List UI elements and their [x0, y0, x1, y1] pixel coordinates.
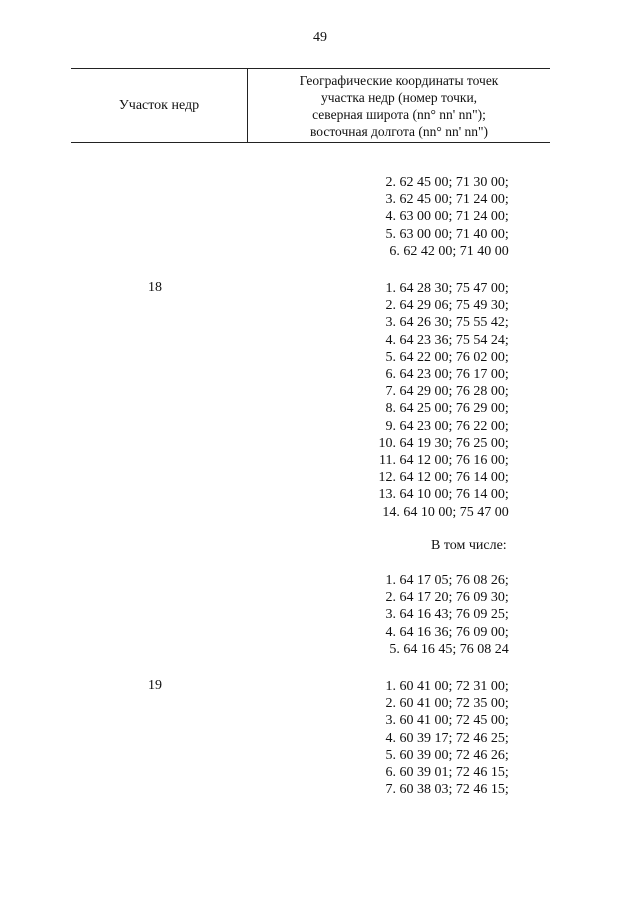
point-number: 5.	[385, 226, 396, 242]
point-coordinates: 64 17 05; 76 08 26;	[399, 573, 509, 588]
point-number: 7.	[385, 384, 396, 400]
coordinate-point	[374, 349, 509, 366]
coordinate-point	[374, 606, 509, 623]
coordinate-point	[374, 469, 509, 486]
point-coordinates: 64 16 45; 76 08 24	[403, 641, 509, 657]
coordinate-point	[374, 208, 509, 225]
coordinate-point	[374, 383, 509, 400]
point-number: 7.	[385, 782, 396, 798]
point-number: 14.	[382, 504, 400, 520]
header-coord-line-3: северная широта (nn° nn' nn");	[312, 106, 486, 122]
point-coordinates: 60 41 00; 72 35 00;	[399, 696, 509, 712]
point-coordinates: 64 28 30; 75 47 00;	[399, 281, 509, 296]
coordinate-point	[374, 589, 509, 606]
coordinate-point	[374, 314, 509, 331]
header-coord-line-2: участка недр (номер точки,	[320, 89, 478, 105]
coordinate-point	[374, 297, 509, 314]
coordinate-point	[374, 435, 509, 452]
section-id-18: 18	[148, 280, 162, 295]
coordinate-point	[374, 174, 509, 191]
point-number: 3.	[385, 192, 396, 208]
point-coordinates: 63 00 00; 71 40 00;	[399, 226, 509, 242]
coordinate-point	[374, 243, 509, 260]
point-coordinates: 60 41 00; 72 45 00;	[399, 713, 509, 729]
section-id-19: 19	[148, 678, 162, 693]
coordinate-point	[374, 624, 509, 641]
point-number: 1.	[385, 573, 396, 588]
point-number: 8.	[385, 401, 396, 417]
point-coordinates: 62 45 00; 71 24 00;	[399, 192, 509, 208]
coordinate-point	[374, 730, 509, 747]
coordinate-point	[374, 400, 509, 417]
point-number: 5.	[385, 747, 396, 763]
coordinate-point	[374, 486, 509, 503]
coordinate-point	[374, 747, 509, 764]
header-coord-line-4: восточная долгота (nn° nn' nn")	[309, 123, 489, 139]
coordinate-point	[374, 504, 509, 521]
point-number: 3.	[385, 713, 396, 729]
point-number: 2.	[385, 696, 396, 712]
point-number: 4.	[385, 624, 396, 640]
page-number: 49	[313, 30, 327, 45]
point-number: 3.	[385, 315, 396, 331]
point-coordinates: 60 39 17; 72 46 25;	[399, 730, 509, 746]
coord-list-section-18-included	[374, 572, 509, 658]
point-number: 2.	[385, 175, 396, 190]
coordinate-point	[374, 764, 509, 781]
point-coordinates: 60 39 00; 72 46 26;	[399, 747, 509, 763]
point-coordinates: 64 17 20; 76 09 30;	[399, 590, 509, 606]
point-coordinates: 64 25 00; 76 29 00;	[399, 401, 509, 417]
header-col-coordinates	[248, 69, 550, 142]
point-coordinates: 64 23 36; 75 54 24;	[399, 332, 509, 348]
point-coordinates: 62 45 00; 71 30 00;	[399, 175, 509, 190]
point-coordinates: 64 12 00; 76 14 00;	[399, 470, 509, 486]
coord-list-continued	[374, 174, 509, 260]
coordinate-point	[374, 678, 509, 695]
point-coordinates: 64 10 00; 75 47 00	[403, 504, 509, 520]
coordinate-point	[374, 226, 509, 243]
coordinate-point	[374, 641, 509, 658]
point-coordinates: 62 42 00; 71 40 00	[403, 243, 509, 259]
coordinate-point	[374, 572, 509, 589]
coordinate-point	[374, 712, 509, 729]
point-coordinates: 64 10 00; 76 14 00;	[399, 487, 509, 503]
point-number: 2.	[385, 298, 396, 314]
point-coordinates: 64 29 00; 76 28 00;	[399, 384, 509, 400]
point-number: 4.	[385, 730, 396, 746]
point-coordinates: 63 00 00; 71 24 00;	[399, 209, 509, 225]
coord-list-section-18	[374, 280, 509, 521]
coordinate-point	[374, 332, 509, 349]
coord-list-section-19	[374, 678, 509, 798]
coordinate-point	[374, 280, 509, 297]
coordinate-point	[374, 452, 509, 469]
point-coordinates: 60 38 03; 72 46 15;	[399, 782, 509, 798]
coordinate-point	[374, 695, 509, 712]
point-number: 5.	[385, 349, 396, 365]
header-coord-line-1: Географические координаты точек	[299, 72, 499, 88]
point-number: 5.	[389, 641, 400, 657]
point-number: 1.	[385, 679, 396, 694]
point-coordinates: 64 23 00; 76 22 00;	[399, 418, 509, 434]
point-number: 10.	[378, 435, 396, 451]
point-coordinates: 64 23 00; 76 17 00;	[399, 367, 509, 383]
point-number: 6.	[389, 243, 400, 259]
point-coordinates: 60 39 01; 72 46 15;	[399, 765, 509, 781]
point-coordinates: 64 16 43; 76 09 25;	[399, 607, 509, 623]
table-header	[71, 68, 550, 143]
coordinate-point	[374, 418, 509, 435]
point-number: 9.	[385, 418, 396, 434]
point-coordinates: 64 29 06; 75 49 30;	[399, 298, 509, 314]
point-number: 4.	[385, 332, 396, 348]
point-number: 4.	[385, 209, 396, 225]
point-number: 1.	[385, 281, 396, 296]
coordinate-point	[374, 191, 509, 208]
point-number: 6.	[385, 765, 396, 781]
point-number: 13.	[378, 487, 396, 503]
including-label: В том числе:	[431, 538, 507, 553]
point-coordinates: 64 12 00; 76 16 00;	[399, 453, 509, 469]
point-coordinates: 60 41 00; 72 31 00;	[399, 679, 509, 694]
point-number: 2.	[385, 590, 396, 606]
coordinate-point	[374, 366, 509, 383]
point-number: 12.	[378, 470, 396, 486]
coordinate-point	[374, 781, 509, 798]
point-number: 3.	[385, 607, 396, 623]
point-number: 11.	[379, 453, 396, 469]
point-coordinates: 64 19 30; 76 25 00;	[399, 435, 509, 451]
point-coordinates: 64 26 30; 75 55 42;	[399, 315, 509, 331]
header-col-subsoil-area: Участок недр	[71, 69, 248, 142]
point-coordinates: 64 16 36; 76 09 00;	[399, 624, 509, 640]
point-coordinates: 64 22 00; 76 02 00;	[399, 349, 509, 365]
point-number: 6.	[385, 367, 396, 383]
